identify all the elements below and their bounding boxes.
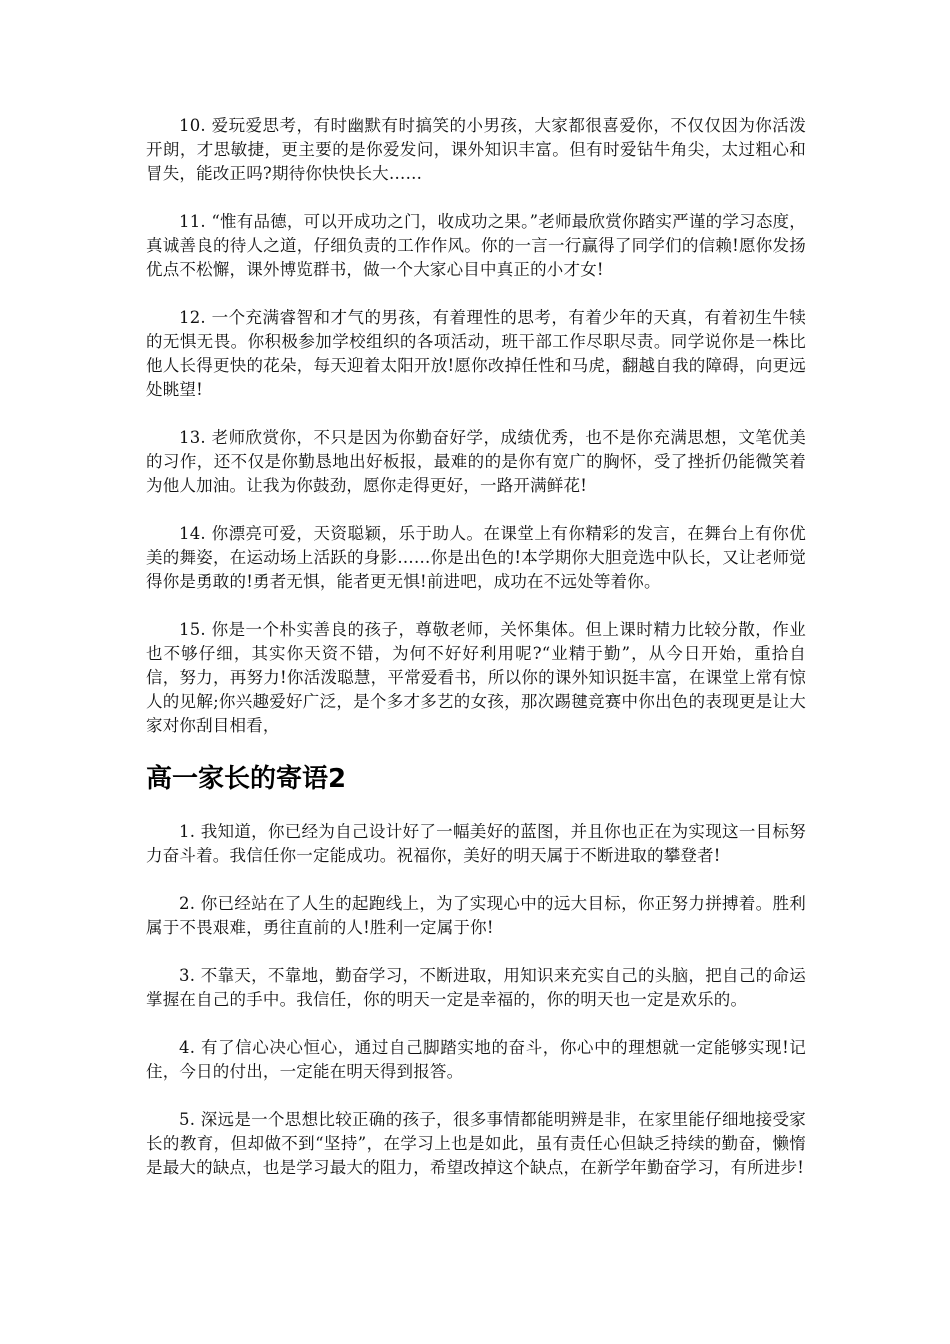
paragraph-s2-2: 2. 你已经站在了人生的起跑线上，为了实现心中的远大目标，你正努力拼搏着。胜利属于不畏艰难，勇往直前的人!胜利一定属于你! (146, 894, 806, 937)
document-page (146, 114, 806, 1204)
paragraph-s2-1: 1. 我知道，你已经为自己设计好了一幅美好的蓝图，并且你也正在为实现这一目标努力奋斗着。我信任你一定能成功。祝福你，美好的明天属于不断进取的攀登者! (146, 822, 806, 865)
section-heading: 高一家长的寄语2 (146, 764, 347, 794)
paragraph-12: 12. 一个充满睿智和才气的男孩，有着理性的思考，有着少年的天真，有着初生牛犊的无惧无畏。你积极参加学校组织的各项活动，班干部工作尽职尽责。同学说你是一株比他人长得更快的花朵，每天迎着太阳开放!愿你改掉任性和马虎，翻越自我的障碍，向更远处眺望! (146, 308, 806, 399)
paragraph-14: 14. 你漂亮可爱，天资聪颖，乐于助人。在课堂上有你精彩的发言，在舞台上有你优美的舞姿，在运动场上活跃的身影……你是出色的!本学期你大胆竞选中队长，又让老师觉得你是勇敢的!勇者无惧，能者更无惧!前进吧，成功在不远处等着你。 (146, 524, 806, 591)
paragraph-s2-5: 5. 深远是一个思想比较正确的孩子，很多事情都能明辨是非，在家里能仔细地接受家长的教育，但却做不到“坚持”，在学习上也是如此，虽有责任心但缺乏持续的勤奋，懒惰是最大的缺点，也是学习最大的阻力，希望改掉这个缺点，在新学年勤奋学习，有所进步! (146, 1110, 806, 1177)
paragraph-10: 10. 爱玩爱思考，有时幽默有时搞笑的小男孩，大家都很喜爱你，不仅仅因为你活泼开朗，才思敏捷，更主要的是你爱发问，课外知识丰富。但有时爱钻牛角尖，太过粗心和冒失，能改正吗?期待你快快长大…… (146, 116, 806, 183)
paragraph-11: 11. “惟有品德，可以开成功之门，收成功之果。”老师最欣赏你踏实严谨的学习态度，真诚善良的待人之道，仔细负责的工作作风。你的一言一行赢得了同学们的信赖!愿你发扬优点不松懈，课外博览群书，做一个大家心目中真正的小才女! (146, 212, 806, 279)
paragraph-s2-4: 4. 有了信心决心恒心，通过自己脚踏实地的奋斗，你心中的理想就一定能够实现!记住，今日的付出，一定能在明天得到报答。 (146, 1038, 806, 1081)
paragraph-13: 13. 老师欣赏你，不只是因为你勤奋好学，成绩优秀，也不是你充满思想，文笔优美的习作，还不仅是你勤恳地出好板报，最难的的是你有宽广的胸怀，受了挫折仍能微笑着为他人加油。让我为你鼓劲，愿你走得更好，一路开满鲜花! (146, 428, 806, 495)
paragraph-15: 15. 你是一个朴实善良的孩子，尊敬老师，关怀集体。但上课时精力比较分散，作业也不够仔细，其实你天资不错，为何不好好利用呢?“业精于勤”，从今日开始，重拾自信，努力，再努力!你活泼聪慧，平常爱看书，所以你的课外知识挺丰富，在课堂上常有惊人的见解;你兴趣爱好广泛，是个多才多艺的女孩，那次踢毽竞赛中你出色的表现更是让大家对你刮目相看， (146, 620, 806, 735)
paragraph-s2-3: 3. 不靠天，不靠地，勤奋学习，不断进取，用知识来充实自己的头脑，把自己的命运掌握在自己的手中。我信任，你的明天一定是幸福的，你的明天也一定是欢乐的。 (146, 966, 806, 1009)
